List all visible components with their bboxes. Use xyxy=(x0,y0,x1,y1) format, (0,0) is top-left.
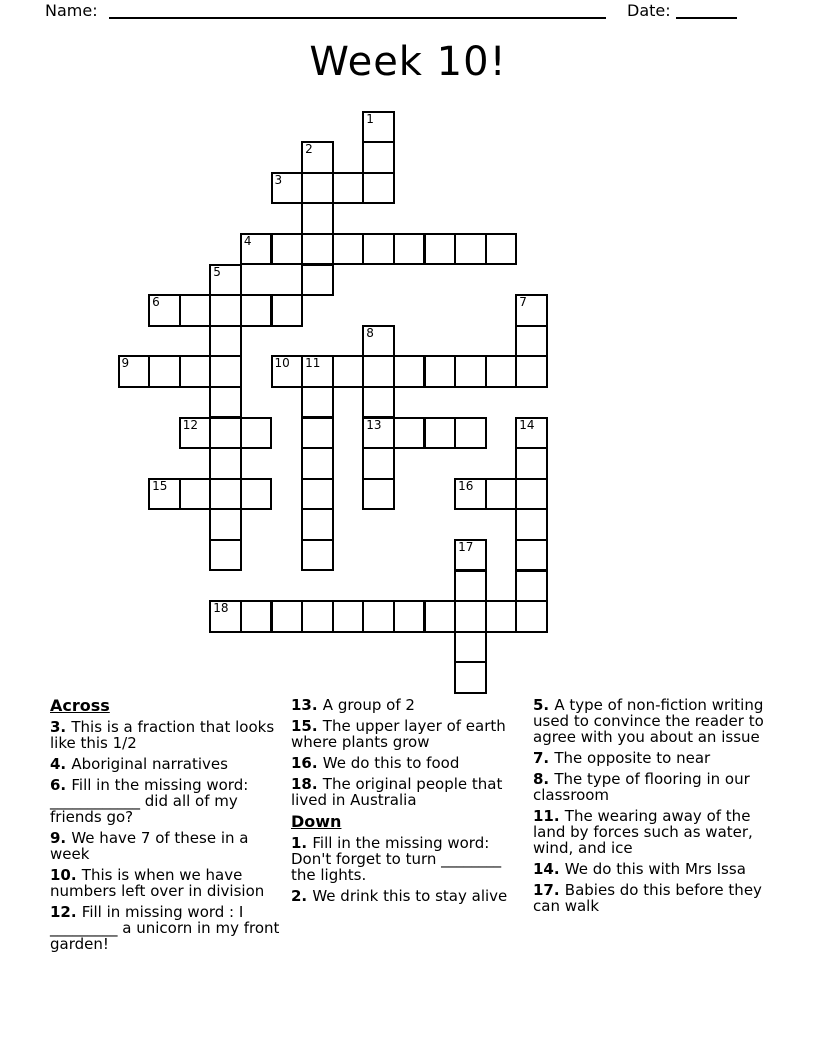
grid-cell[interactable] xyxy=(271,600,304,633)
grid-cell-4[interactable] xyxy=(240,233,273,266)
grid-cell[interactable] xyxy=(362,172,395,205)
cell-number: 5 xyxy=(213,264,221,279)
cell-number: 3 xyxy=(274,172,283,187)
grid-cell-18[interactable] xyxy=(209,600,242,633)
grid-cell[interactable] xyxy=(515,508,548,541)
grid-cell[interactable] xyxy=(301,539,334,572)
grid-cell[interactable] xyxy=(515,325,548,358)
clue-1: 1. Fill in the missing word: Don't forget to turn ________ the lights. xyxy=(291,834,502,884)
grid-cell[interactable] xyxy=(301,508,334,541)
grid-cell[interactable] xyxy=(393,355,426,388)
cell-number: 9 xyxy=(121,356,130,371)
grid-cell[interactable] xyxy=(424,600,457,633)
grid-cell[interactable] xyxy=(393,600,426,633)
clue-8: 8. The type of flooring in our classroom xyxy=(533,770,750,804)
grid-cell[interactable] xyxy=(301,600,334,633)
grid-cell[interactable] xyxy=(454,631,487,664)
grid-cell-3[interactable] xyxy=(271,172,304,205)
clue-11: 11. The wearing away of the land by forces such as water, wind, and ice xyxy=(533,807,753,857)
grid-cell-14[interactable] xyxy=(515,417,548,450)
clue-column-3 xyxy=(533,697,771,919)
grid-cell-13[interactable] xyxy=(362,417,395,450)
clues-heading-down: Down xyxy=(291,812,342,831)
grid-cell[interactable] xyxy=(424,417,457,450)
clue-14: 14. We do this with Mrs Issa xyxy=(533,860,746,878)
clue-12: 12. Fill in missing word : I _________ a unicorn in my front garden! xyxy=(50,903,280,953)
cell-number: 6 xyxy=(152,295,160,310)
clues-heading-across: Across xyxy=(50,696,110,715)
grid-cell[interactable] xyxy=(301,478,334,511)
grid-cell-12[interactable] xyxy=(179,417,212,450)
clue-16: 16. We do this to food xyxy=(291,754,460,772)
grid-cell[interactable] xyxy=(301,417,334,450)
grid-cell[interactable] xyxy=(515,355,548,388)
grid-cell[interactable] xyxy=(454,355,487,388)
grid-cell-5[interactable] xyxy=(209,264,242,297)
date-label: Date: xyxy=(627,1,671,20)
clue-column-1 xyxy=(50,697,283,957)
grid-cell[interactable] xyxy=(515,478,548,511)
grid-cell[interactable] xyxy=(362,447,395,480)
grid-cell[interactable] xyxy=(179,355,212,388)
clue-9: 9. We have 7 of these in a week xyxy=(50,829,249,863)
clue-4: 4. Aboriginal narratives xyxy=(50,755,228,773)
grid-cell[interactable] xyxy=(332,233,365,266)
clue-6: 6. Fill in the missing word: ____________ did all of my friends go? xyxy=(50,776,249,826)
grid-cell[interactable] xyxy=(209,447,242,480)
grid-cell[interactable] xyxy=(209,539,242,572)
grid-cell[interactable] xyxy=(209,355,242,388)
grid-cell-8[interactable] xyxy=(362,325,395,358)
cell-number: 8 xyxy=(366,325,374,340)
clue-18: 18. The original people that lived in Australia xyxy=(291,775,503,809)
grid-cell[interactable] xyxy=(332,355,365,388)
grid-cell[interactable] xyxy=(454,600,487,633)
clue-7: 7. The opposite to near xyxy=(533,749,711,767)
grid-cell[interactable] xyxy=(332,600,365,633)
clue-2: 2. We drink this to stay alive xyxy=(291,887,508,905)
grid-cell[interactable] xyxy=(454,570,487,603)
clue-17: 17. Babies do this before they can walk xyxy=(533,881,762,915)
cell-number: 16 xyxy=(458,478,474,493)
grid-cell[interactable] xyxy=(209,294,242,327)
grid-cell[interactable] xyxy=(515,447,548,480)
grid-cell[interactable] xyxy=(209,417,242,450)
grid-cell[interactable] xyxy=(240,294,273,327)
grid-cell[interactable] xyxy=(301,447,334,480)
grid-cell[interactable] xyxy=(485,233,518,266)
grid-cell[interactable] xyxy=(209,325,242,358)
grid-cell[interactable] xyxy=(301,264,334,297)
grid-cell-9[interactable] xyxy=(118,355,151,388)
cell-number: 7 xyxy=(519,295,527,310)
cell-number: 1 xyxy=(366,111,374,126)
cell-number: 4 xyxy=(243,233,252,248)
clue-13: 13. A group of 2 xyxy=(291,696,415,714)
grid-cell[interactable] xyxy=(362,478,395,511)
grid-cell-15[interactable] xyxy=(148,478,181,511)
cell-number: 2 xyxy=(305,142,313,157)
cell-number: 10 xyxy=(274,356,290,371)
grid-cell[interactable] xyxy=(271,294,304,327)
grid-cell[interactable] xyxy=(454,417,487,450)
cell-number: 15 xyxy=(152,478,168,493)
cell-number: 11 xyxy=(305,356,321,371)
grid-cell[interactable] xyxy=(424,233,457,266)
cell-number: 18 xyxy=(213,601,229,616)
grid-cell[interactable] xyxy=(454,233,487,266)
grid-cell-7[interactable] xyxy=(515,294,548,327)
grid-cell[interactable] xyxy=(515,539,548,572)
clue-10: 10. This is when we have numbers left over in division xyxy=(50,866,265,900)
clue-column-2 xyxy=(291,697,524,909)
grid-cell[interactable] xyxy=(301,202,334,235)
grid-cell[interactable] xyxy=(301,386,334,419)
grid-cell[interactable] xyxy=(209,478,242,511)
grid-cell[interactable] xyxy=(362,233,395,266)
grid-cell[interactable] xyxy=(424,355,457,388)
grid-cell[interactable] xyxy=(271,233,304,266)
grid-cell-1[interactable] xyxy=(362,111,395,144)
grid-cell[interactable] xyxy=(148,355,181,388)
clue-3: 3. This is a fraction that looks like this 1/2 xyxy=(50,718,275,752)
grid-cell[interactable] xyxy=(393,417,426,450)
grid-cell[interactable] xyxy=(362,141,395,174)
grid-cell[interactable] xyxy=(301,172,334,205)
grid-cell-17[interactable] xyxy=(454,539,487,572)
grid-cell[interactable] xyxy=(240,478,273,511)
grid-cell[interactable] xyxy=(393,233,426,266)
grid-cell[interactable] xyxy=(362,600,395,633)
grid-cell[interactable] xyxy=(209,386,242,419)
grid-cell[interactable] xyxy=(332,172,365,205)
grid-cell[interactable] xyxy=(485,600,518,633)
grid-cell[interactable] xyxy=(485,478,518,511)
grid-cell-10[interactable] xyxy=(271,355,304,388)
cell-number: 12 xyxy=(182,417,198,432)
cell-number: 17 xyxy=(458,539,474,554)
clue-15: 15. The upper layer of earth where plants grow xyxy=(291,717,506,751)
grid-cell[interactable] xyxy=(240,417,273,450)
grid-cell[interactable] xyxy=(179,478,212,511)
grid-cell[interactable] xyxy=(209,508,242,541)
grid-cell[interactable] xyxy=(240,600,273,633)
grid-cell[interactable] xyxy=(515,600,548,633)
grid-cell-6[interactable] xyxy=(148,294,181,327)
grid-cell[interactable] xyxy=(454,661,487,694)
grid-cell[interactable] xyxy=(485,355,518,388)
grid-cell[interactable] xyxy=(362,355,395,388)
grid-cell-11[interactable] xyxy=(301,355,334,388)
grid-cell[interactable] xyxy=(179,294,212,327)
grid-cell[interactable] xyxy=(515,570,548,603)
name-label: Name: xyxy=(45,1,98,20)
grid-cell-2[interactable] xyxy=(301,141,334,174)
worksheet-title: Week 10! xyxy=(309,39,507,85)
grid-cell-16[interactable] xyxy=(454,478,487,511)
cell-number: 13 xyxy=(366,417,382,432)
grid-cell[interactable] xyxy=(301,233,334,266)
clue-5: 5. A type of non-fiction writing used to convince the reader to agree with you about an issue xyxy=(533,696,764,746)
cell-number: 14 xyxy=(519,417,535,432)
grid-cell[interactable] xyxy=(362,386,395,419)
